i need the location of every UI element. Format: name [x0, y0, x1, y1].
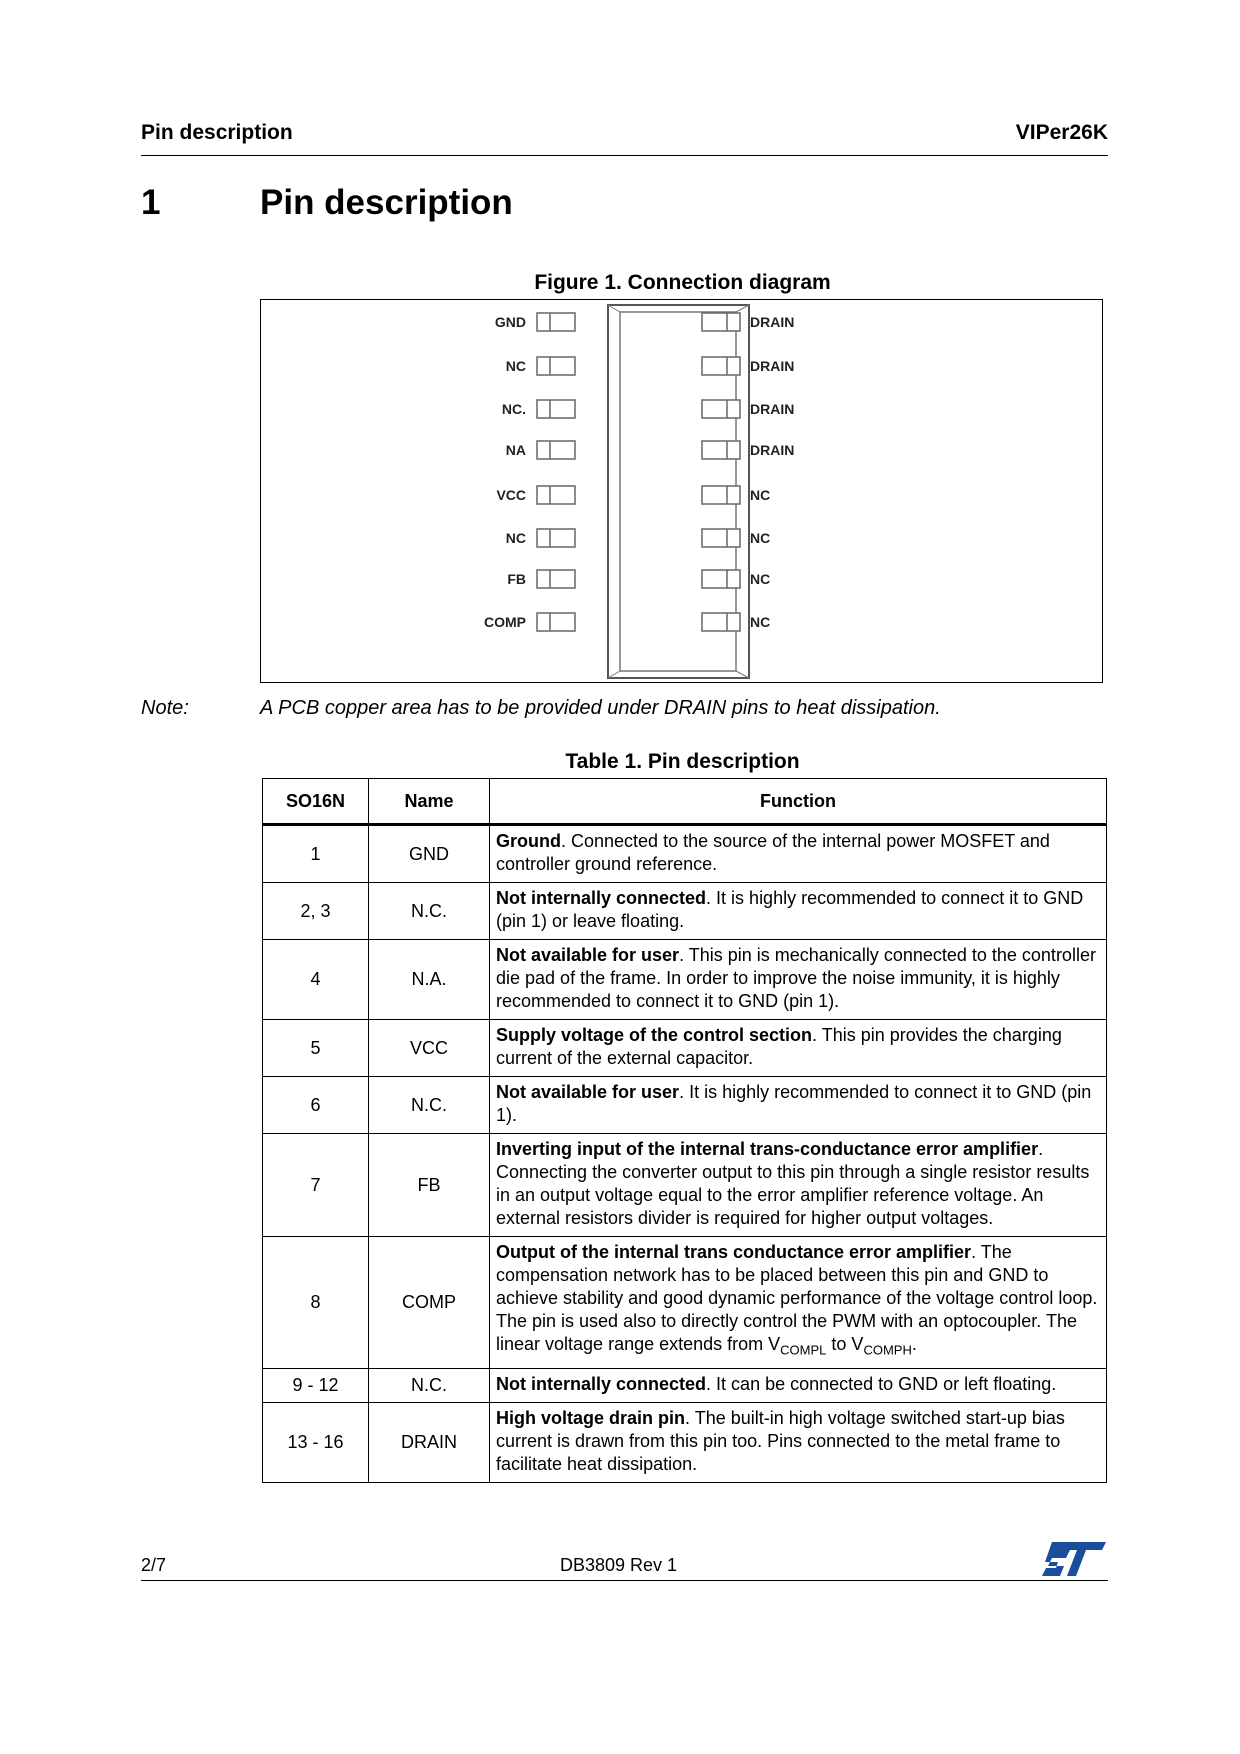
pin-function-cell	[490, 1134, 1107, 1237]
left-pin-label: FB	[507, 571, 526, 587]
pin-number-cell: 4	[263, 940, 369, 1020]
function-description: . It is highly recommended to connect it to GND (pin 1) or leave floating.	[496, 888, 1084, 931]
pin-number-cell: 2, 3	[263, 883, 369, 940]
figure-caption: Figure 1. Connection diagram	[534, 271, 831, 294]
table-row	[263, 1237, 1107, 1369]
left-pin	[484, 613, 575, 631]
table-header-row	[263, 779, 1107, 825]
st-logo	[1040, 1540, 1108, 1583]
pin-function-cell	[490, 940, 1107, 1020]
left-pin-label: NC	[505, 530, 526, 546]
right-pin-label: DRAIN	[750, 401, 795, 417]
document-id: DB3809 Rev 1	[560, 1555, 678, 1575]
pin-number-cell: 7	[263, 1134, 369, 1237]
function-description: . It can be connected to GND or left floating.	[706, 1373, 1057, 1394]
pin-name-cell: N.C.	[369, 1077, 490, 1134]
st-logo-icon	[1040, 1540, 1108, 1578]
section-number: 1	[141, 183, 161, 222]
right-pin-label: DRAIN	[750, 358, 795, 374]
left-pin-label: NC.	[501, 401, 526, 417]
left-pin	[495, 313, 575, 331]
right-pin-label: NC	[750, 487, 771, 503]
right-pin	[702, 486, 770, 504]
footer-rule	[141, 1580, 1108, 1581]
right-pin-label: DRAIN	[750, 442, 795, 458]
function-description: . Connecting the converter output to this pin through a single resistor results in an output voltage equal to the error amplifier reference voltage. An external resistors divider is required for higher output voltages.	[496, 1139, 1090, 1228]
pin-number-cell: 1	[263, 825, 369, 883]
right-pin-label: DRAIN	[750, 314, 795, 330]
note-text: A PCB copper area has to be provided under DRAIN pins to heat dissipation.	[260, 697, 941, 719]
header-rule	[141, 155, 1108, 156]
pin-number-cell: 6	[263, 1077, 369, 1134]
function-title: Not available for user	[496, 945, 680, 965]
function-description: . This pin is mechanically connected to the controller die pad of the frame. In order to improve the noise immunity, it is highly recommended to connect it to GND (pin 1).	[496, 945, 1096, 1011]
table-row	[263, 1077, 1107, 1134]
left-pin-label: VCC	[496, 487, 526, 503]
table-caption: Table 1. Pin description	[565, 750, 800, 773]
pin-function-cell	[490, 1237, 1107, 1369]
function-title: High voltage drain pin	[496, 1407, 686, 1428]
pin-function-cell	[490, 1402, 1107, 1482]
left-pin-label: GND	[494, 314, 526, 330]
right-pin-label: NC	[750, 614, 771, 630]
pin-name-cell: FB	[369, 1134, 490, 1237]
pin-name-cell: N.C.	[369, 883, 490, 940]
function-description: . The built-in high voltage switched start-up bias current is drawn from this pin too. Pins connected to the metal frame to facilitate heat dissipation.	[496, 1407, 1065, 1474]
voltage-symbol: V	[768, 1334, 781, 1354]
function-title: Not internally connected	[496, 888, 707, 908]
pin-name-cell: VCC	[369, 1020, 490, 1077]
left-pin-label: COMP	[484, 614, 526, 630]
pin-function-cell	[490, 883, 1107, 940]
left-pin	[506, 357, 575, 375]
pin-name-cell: COMP	[369, 1237, 490, 1369]
left-pin	[496, 486, 575, 504]
connection-diagram	[260, 299, 1103, 683]
right-pin	[702, 570, 770, 588]
function-description: . This pin provides the charging current of the external capacitor.	[496, 1025, 1062, 1068]
column-header-function: Function	[490, 779, 1107, 825]
pin-function-cell	[490, 1077, 1107, 1134]
pin-name-cell: GND	[369, 825, 490, 883]
function-description-end: .	[911, 1334, 917, 1354]
left-pin	[506, 441, 575, 459]
function-title: Ground	[496, 831, 561, 851]
function-title: Not available for user	[496, 1082, 680, 1102]
right-pin	[702, 613, 770, 631]
voltage-subscript: COMPL	[780, 1342, 827, 1358]
header-product-name: VIPer26K	[1015, 121, 1108, 144]
function-title: Inverting input of the internal trans-conductance error amplifier	[496, 1139, 1039, 1159]
page-number: 2/7	[141, 1555, 167, 1575]
table-row	[263, 883, 1107, 940]
function-title: Supply voltage of the control section	[496, 1025, 813, 1045]
connection-diagram-drawing	[261, 300, 1104, 684]
pin-function-cell	[490, 1368, 1107, 1402]
table-row	[263, 1368, 1107, 1402]
function-title: Output of the internal trans conductance error amplifier	[496, 1242, 972, 1262]
function-description-connector: to	[826, 1334, 852, 1354]
right-pin-label: NC	[750, 571, 771, 587]
header-section-title: Pin description	[141, 121, 293, 144]
function-description: . It is highly recommended to connect it to GND (pin 1).	[496, 1082, 1092, 1125]
column-header-so16n: SO16N	[263, 779, 369, 825]
pin-number-cell: 5	[263, 1020, 369, 1077]
right-pin	[702, 529, 770, 547]
left-pin	[502, 400, 575, 418]
pin-description-table	[262, 778, 1107, 1483]
function-description: . The compensation network has to be placed between this pin and GND to achieve stability and good dynamic performance of the voltage control loop. The pin is used also to directly control the PWM with an optocoupler. The linear voltage range extends from	[496, 1242, 1098, 1354]
function-title: Not internally connected	[496, 1373, 707, 1394]
table-row	[263, 1402, 1107, 1482]
pin-name-cell: N.C.	[369, 1368, 490, 1402]
section-title: Pin description	[260, 183, 513, 222]
left-pin-label: NC	[505, 358, 526, 374]
table-row	[263, 1134, 1107, 1237]
column-header-name: Name	[369, 779, 490, 825]
left-pin	[506, 529, 575, 547]
left-pin-label: NA	[505, 442, 526, 458]
right-pin-label: NC	[750, 530, 771, 546]
function-description: . Connected to the source of the internal power MOSFET and controller ground reference.	[496, 831, 1050, 874]
pin-name-cell: DRAIN	[369, 1402, 490, 1482]
note-label: Note:	[141, 697, 189, 719]
pin-number-cell: 8	[263, 1237, 369, 1369]
pin-number-cell: 13 - 16	[263, 1402, 369, 1482]
voltage-subscript: COMPH	[863, 1342, 912, 1358]
voltage-symbol: V	[851, 1334, 864, 1354]
table-row	[263, 825, 1107, 883]
left-pin	[507, 570, 575, 588]
table-row	[263, 1020, 1107, 1077]
pin-function-cell	[490, 1020, 1107, 1077]
pin-name-cell: N.A.	[369, 940, 490, 1020]
pin-number-cell: 9 - 12	[263, 1368, 369, 1402]
pin-function-cell	[490, 825, 1107, 883]
table-row	[263, 940, 1107, 1020]
